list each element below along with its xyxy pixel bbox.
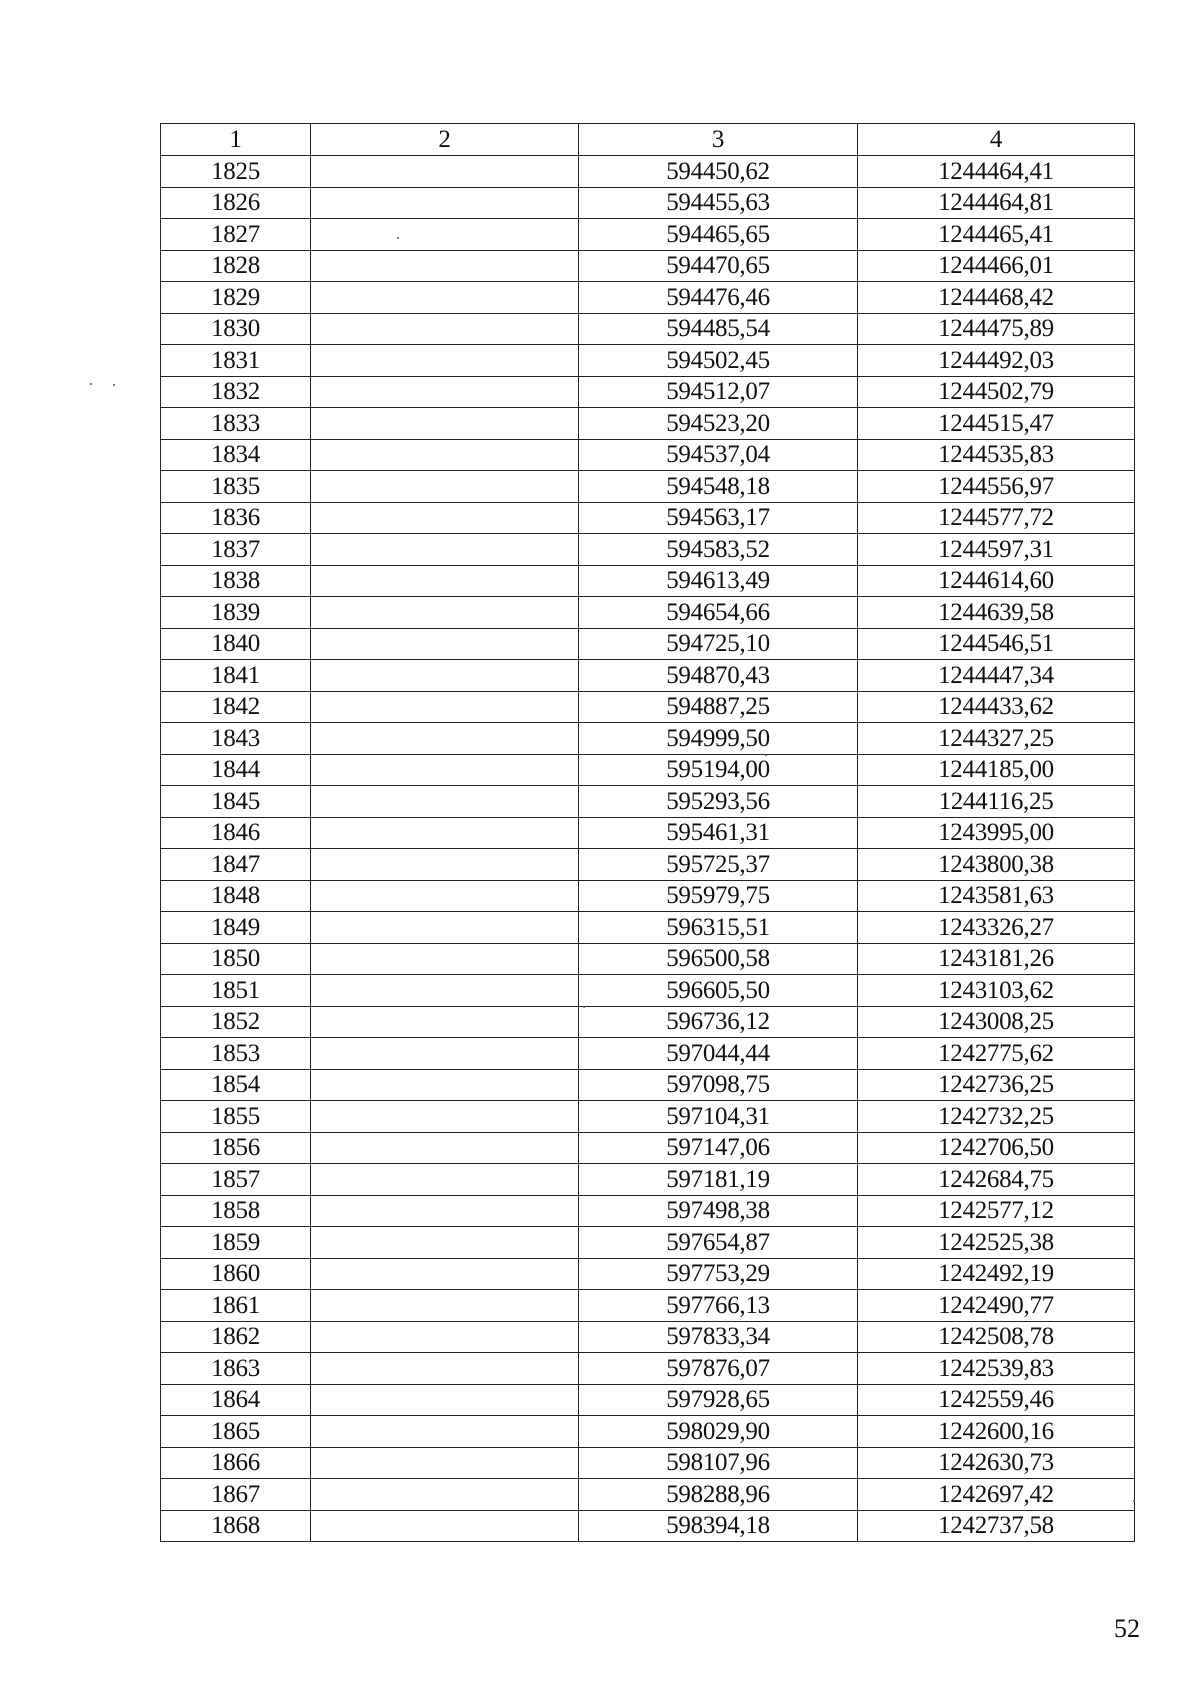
- description-cell: [311, 1164, 579, 1196]
- description-cell: [311, 1101, 579, 1133]
- x-coordinate-cell: 594537,04: [579, 439, 858, 471]
- description-cell: [311, 187, 579, 219]
- x-coordinate-cell: 594523,20: [579, 408, 858, 440]
- x-coordinate-cell: 594999,50: [579, 723, 858, 755]
- table-row: [161, 849, 1135, 881]
- point-number-cell: 1863: [161, 1353, 311, 1385]
- table-row: [161, 1416, 1135, 1448]
- point-number-cell: 1829: [161, 282, 311, 314]
- point-number-cell: 1836: [161, 502, 311, 534]
- table-row: [161, 187, 1135, 219]
- point-number-cell: 1850: [161, 943, 311, 975]
- y-coordinate-cell: 1242706,50: [858, 1132, 1135, 1164]
- point-number-cell: 1852: [161, 1006, 311, 1038]
- table-row: [161, 1258, 1135, 1290]
- x-coordinate-cell: 594563,17: [579, 502, 858, 534]
- page-number: 52: [1114, 1614, 1140, 1643]
- y-coordinate-cell: 1242732,25: [858, 1101, 1135, 1133]
- table-row: [161, 1195, 1135, 1227]
- point-number-cell: 1867: [161, 1479, 311, 1511]
- point-number-cell: 1830: [161, 313, 311, 345]
- x-coordinate-cell: 598107,96: [579, 1447, 858, 1479]
- point-number-cell: 1864: [161, 1384, 311, 1416]
- coordinates-table: [160, 123, 1135, 1542]
- y-coordinate-cell: 1244535,83: [858, 439, 1135, 471]
- y-coordinate-cell: 1244546,51: [858, 628, 1135, 660]
- y-coordinate-cell: 1242737,58: [858, 1510, 1135, 1542]
- table-header-row: [161, 124, 1135, 156]
- point-number-cell: 1842: [161, 691, 311, 723]
- y-coordinate-cell: 1242508,78: [858, 1321, 1135, 1353]
- table-row: [161, 597, 1135, 629]
- description-cell: [311, 1006, 579, 1038]
- y-coordinate-cell: 1244185,00: [858, 754, 1135, 786]
- point-number-cell: 1844: [161, 754, 311, 786]
- table-row: [161, 282, 1135, 314]
- y-coordinate-cell: 1244475,89: [858, 313, 1135, 345]
- description-cell: [311, 250, 579, 282]
- table-body: [161, 156, 1135, 1542]
- point-number-cell: 1835: [161, 471, 311, 503]
- point-number-cell: 1853: [161, 1038, 311, 1070]
- point-number-cell: 1825: [161, 156, 311, 188]
- description-cell: [311, 156, 579, 188]
- table-row: [161, 1479, 1135, 1511]
- x-coordinate-cell: 597498,38: [579, 1195, 858, 1227]
- y-coordinate-cell: 1244116,25: [858, 786, 1135, 818]
- table-row: [161, 1069, 1135, 1101]
- y-coordinate-cell: 1244327,25: [858, 723, 1135, 755]
- table-row: [161, 565, 1135, 597]
- description-cell: [311, 439, 579, 471]
- y-coordinate-cell: 1243581,63: [858, 880, 1135, 912]
- x-coordinate-cell: 595725,37: [579, 849, 858, 881]
- table-row: [161, 219, 1135, 251]
- x-coordinate-cell: 595194,00: [579, 754, 858, 786]
- point-number-cell: 1828: [161, 250, 311, 282]
- description-cell: [311, 1195, 579, 1227]
- x-coordinate-cell: 595293,56: [579, 786, 858, 818]
- description-cell: [311, 1510, 579, 1542]
- description-cell: [311, 502, 579, 534]
- description-cell: [311, 786, 579, 818]
- table-row: [161, 502, 1135, 534]
- x-coordinate-cell: 597833,34: [579, 1321, 858, 1353]
- scan-speck: [90, 383, 92, 385]
- y-coordinate-cell: 1242630,73: [858, 1447, 1135, 1479]
- y-coordinate-cell: 1243008,25: [858, 1006, 1135, 1038]
- x-coordinate-cell: 597876,07: [579, 1353, 858, 1385]
- table-row: [161, 1290, 1135, 1322]
- scan-speck: [1133, 1500, 1135, 1502]
- table-row: [161, 975, 1135, 1007]
- table-row: [161, 1132, 1135, 1164]
- x-coordinate-cell: 594870,43: [579, 660, 858, 692]
- x-coordinate-cell: 595461,31: [579, 817, 858, 849]
- y-coordinate-cell: 1242492,19: [858, 1258, 1135, 1290]
- y-coordinate-cell: 1244577,72: [858, 502, 1135, 534]
- y-coordinate-cell: 1244465,41: [858, 219, 1135, 251]
- y-coordinate-cell: 1242697,42: [858, 1479, 1135, 1511]
- x-coordinate-cell: 596736,12: [579, 1006, 858, 1038]
- point-number-cell: 1857: [161, 1164, 311, 1196]
- y-coordinate-cell: 1242539,83: [858, 1353, 1135, 1385]
- table-row: [161, 408, 1135, 440]
- table-row: [161, 376, 1135, 408]
- table-row: [161, 1101, 1135, 1133]
- x-coordinate-cell: 597766,13: [579, 1290, 858, 1322]
- description-cell: [311, 534, 579, 566]
- y-coordinate-cell: 1244466,01: [858, 250, 1135, 282]
- description-cell: [311, 943, 579, 975]
- description-cell: [311, 282, 579, 314]
- x-coordinate-cell: 597654,87: [579, 1227, 858, 1259]
- table-row: [161, 943, 1135, 975]
- description-cell: [311, 597, 579, 629]
- table-row: [161, 1164, 1135, 1196]
- description-cell: [311, 376, 579, 408]
- point-number-cell: 1839: [161, 597, 311, 629]
- description-cell: [311, 817, 579, 849]
- point-number-cell: 1848: [161, 880, 311, 912]
- y-coordinate-cell: 1242600,16: [858, 1416, 1135, 1448]
- x-coordinate-cell: 594654,66: [579, 597, 858, 629]
- column-header-1: 1: [161, 124, 311, 156]
- table-row: [161, 439, 1135, 471]
- y-coordinate-cell: 1244464,81: [858, 187, 1135, 219]
- table-row: [161, 628, 1135, 660]
- description-cell: [311, 408, 579, 440]
- table-row: [161, 250, 1135, 282]
- y-coordinate-cell: 1244433,62: [858, 691, 1135, 723]
- x-coordinate-cell: 598288,96: [579, 1479, 858, 1511]
- x-coordinate-cell: 597104,31: [579, 1101, 858, 1133]
- point-number-cell: 1843: [161, 723, 311, 755]
- y-coordinate-cell: 1244597,31: [858, 534, 1135, 566]
- x-coordinate-cell: 594502,45: [579, 345, 858, 377]
- x-coordinate-cell: 597147,06: [579, 1132, 858, 1164]
- table-row: [161, 691, 1135, 723]
- x-coordinate-cell: 594485,54: [579, 313, 858, 345]
- x-coordinate-cell: 594725,10: [579, 628, 858, 660]
- scan-speck: [113, 384, 115, 386]
- x-coordinate-cell: 594476,46: [579, 282, 858, 314]
- point-number-cell: 1847: [161, 849, 311, 881]
- description-cell: [311, 1132, 579, 1164]
- y-coordinate-cell: 1244639,58: [858, 597, 1135, 629]
- y-coordinate-cell: 1243326,27: [858, 912, 1135, 944]
- x-coordinate-cell: 596605,50: [579, 975, 858, 1007]
- table-row: [161, 1038, 1135, 1070]
- point-number-cell: 1841: [161, 660, 311, 692]
- point-number-cell: 1855: [161, 1101, 311, 1133]
- table-row: [161, 786, 1135, 818]
- table-row: [161, 1321, 1135, 1353]
- point-number-cell: 1856: [161, 1132, 311, 1164]
- table-row: [161, 1353, 1135, 1385]
- y-coordinate-cell: 1243800,38: [858, 849, 1135, 881]
- point-number-cell: 1838: [161, 565, 311, 597]
- point-number-cell: 1837: [161, 534, 311, 566]
- table-row: [161, 1447, 1135, 1479]
- x-coordinate-cell: 596315,51: [579, 912, 858, 944]
- table-row: [161, 723, 1135, 755]
- description-cell: [311, 1416, 579, 1448]
- x-coordinate-cell: 594583,52: [579, 534, 858, 566]
- description-cell: [311, 1069, 579, 1101]
- x-coordinate-cell: 596500,58: [579, 943, 858, 975]
- point-number-cell: 1834: [161, 439, 311, 471]
- y-coordinate-cell: 1244502,79: [858, 376, 1135, 408]
- description-cell: [311, 691, 579, 723]
- column-header-2: 2: [311, 124, 579, 156]
- description-cell: [311, 219, 579, 251]
- y-coordinate-cell: 1244464,41: [858, 156, 1135, 188]
- point-number-cell: 1831: [161, 345, 311, 377]
- x-coordinate-cell: 597928,65: [579, 1384, 858, 1416]
- x-coordinate-cell: 595979,75: [579, 880, 858, 912]
- description-cell: [311, 880, 579, 912]
- y-coordinate-cell: 1244614,60: [858, 565, 1135, 597]
- point-number-cell: 1849: [161, 912, 311, 944]
- y-coordinate-cell: 1244556,97: [858, 471, 1135, 503]
- x-coordinate-cell: 594512,07: [579, 376, 858, 408]
- x-coordinate-cell: 594470,65: [579, 250, 858, 282]
- table-row: [161, 660, 1135, 692]
- point-number-cell: 1832: [161, 376, 311, 408]
- point-number-cell: 1858: [161, 1195, 311, 1227]
- point-number-cell: 1865: [161, 1416, 311, 1448]
- x-coordinate-cell: 594450,62: [579, 156, 858, 188]
- description-cell: [311, 345, 579, 377]
- point-number-cell: 1851: [161, 975, 311, 1007]
- y-coordinate-cell: 1244492,03: [858, 345, 1135, 377]
- table-row: [161, 1384, 1135, 1416]
- point-number-cell: 1866: [161, 1447, 311, 1479]
- point-number-cell: 1833: [161, 408, 311, 440]
- point-number-cell: 1861: [161, 1290, 311, 1322]
- description-cell: [311, 660, 579, 692]
- description-cell: [311, 471, 579, 503]
- description-cell: [311, 628, 579, 660]
- description-cell: [311, 912, 579, 944]
- y-coordinate-cell: 1242577,12: [858, 1195, 1135, 1227]
- table-row: [161, 313, 1135, 345]
- point-number-cell: 1859: [161, 1227, 311, 1259]
- table-row: [161, 471, 1135, 503]
- x-coordinate-cell: 598394,18: [579, 1510, 858, 1542]
- x-coordinate-cell: 597753,29: [579, 1258, 858, 1290]
- y-coordinate-cell: 1242736,25: [858, 1069, 1135, 1101]
- x-coordinate-cell: 597044,44: [579, 1038, 858, 1070]
- y-coordinate-cell: 1242775,62: [858, 1038, 1135, 1070]
- y-coordinate-cell: 1243995,00: [858, 817, 1135, 849]
- x-coordinate-cell: 594455,63: [579, 187, 858, 219]
- table-row: [161, 1006, 1135, 1038]
- description-cell: [311, 1227, 579, 1259]
- description-cell: [311, 723, 579, 755]
- table-row: [161, 912, 1135, 944]
- description-cell: [311, 1479, 579, 1511]
- description-cell: [311, 1258, 579, 1290]
- scan-speck: [583, 1006, 585, 1008]
- y-coordinate-cell: 1244468,42: [858, 282, 1135, 314]
- y-coordinate-cell: 1242684,75: [858, 1164, 1135, 1196]
- y-coordinate-cell: 1243103,62: [858, 975, 1135, 1007]
- x-coordinate-cell: 594613,49: [579, 565, 858, 597]
- description-cell: [311, 975, 579, 1007]
- description-cell: [311, 565, 579, 597]
- description-cell: [311, 313, 579, 345]
- table-row: [161, 156, 1135, 188]
- y-coordinate-cell: 1242525,38: [858, 1227, 1135, 1259]
- y-coordinate-cell: 1242559,46: [858, 1384, 1135, 1416]
- y-coordinate-cell: 1242490,77: [858, 1290, 1135, 1322]
- description-cell: [311, 849, 579, 881]
- scan-speck: [765, 754, 767, 756]
- point-number-cell: 1826: [161, 187, 311, 219]
- column-header-4: 4: [858, 124, 1135, 156]
- table-row: [161, 880, 1135, 912]
- description-cell: [311, 754, 579, 786]
- table-row: [161, 817, 1135, 849]
- x-coordinate-cell: 594548,18: [579, 471, 858, 503]
- x-coordinate-cell: 594465,65: [579, 219, 858, 251]
- y-coordinate-cell: 1243181,26: [858, 943, 1135, 975]
- x-coordinate-cell: 597181,19: [579, 1164, 858, 1196]
- point-number-cell: 1846: [161, 817, 311, 849]
- description-cell: [311, 1447, 579, 1479]
- y-coordinate-cell: 1244515,47: [858, 408, 1135, 440]
- table-row: [161, 1510, 1135, 1542]
- point-number-cell: 1845: [161, 786, 311, 818]
- table-row: [161, 534, 1135, 566]
- description-cell: [311, 1038, 579, 1070]
- x-coordinate-cell: 598029,90: [579, 1416, 858, 1448]
- x-coordinate-cell: 594887,25: [579, 691, 858, 723]
- table-row: [161, 1227, 1135, 1259]
- point-number-cell: 1862: [161, 1321, 311, 1353]
- scan-speck: [397, 237, 399, 239]
- point-number-cell: 1868: [161, 1510, 311, 1542]
- description-cell: [311, 1384, 579, 1416]
- table-row: [161, 345, 1135, 377]
- y-coordinate-cell: 1244447,34: [858, 660, 1135, 692]
- point-number-cell: 1827: [161, 219, 311, 251]
- column-header-3: 3: [579, 124, 858, 156]
- point-number-cell: 1854: [161, 1069, 311, 1101]
- table-row: [161, 754, 1135, 786]
- description-cell: [311, 1321, 579, 1353]
- point-number-cell: 1840: [161, 628, 311, 660]
- point-number-cell: 1860: [161, 1258, 311, 1290]
- description-cell: [311, 1353, 579, 1385]
- x-coordinate-cell: 597098,75: [579, 1069, 858, 1101]
- description-cell: [311, 1290, 579, 1322]
